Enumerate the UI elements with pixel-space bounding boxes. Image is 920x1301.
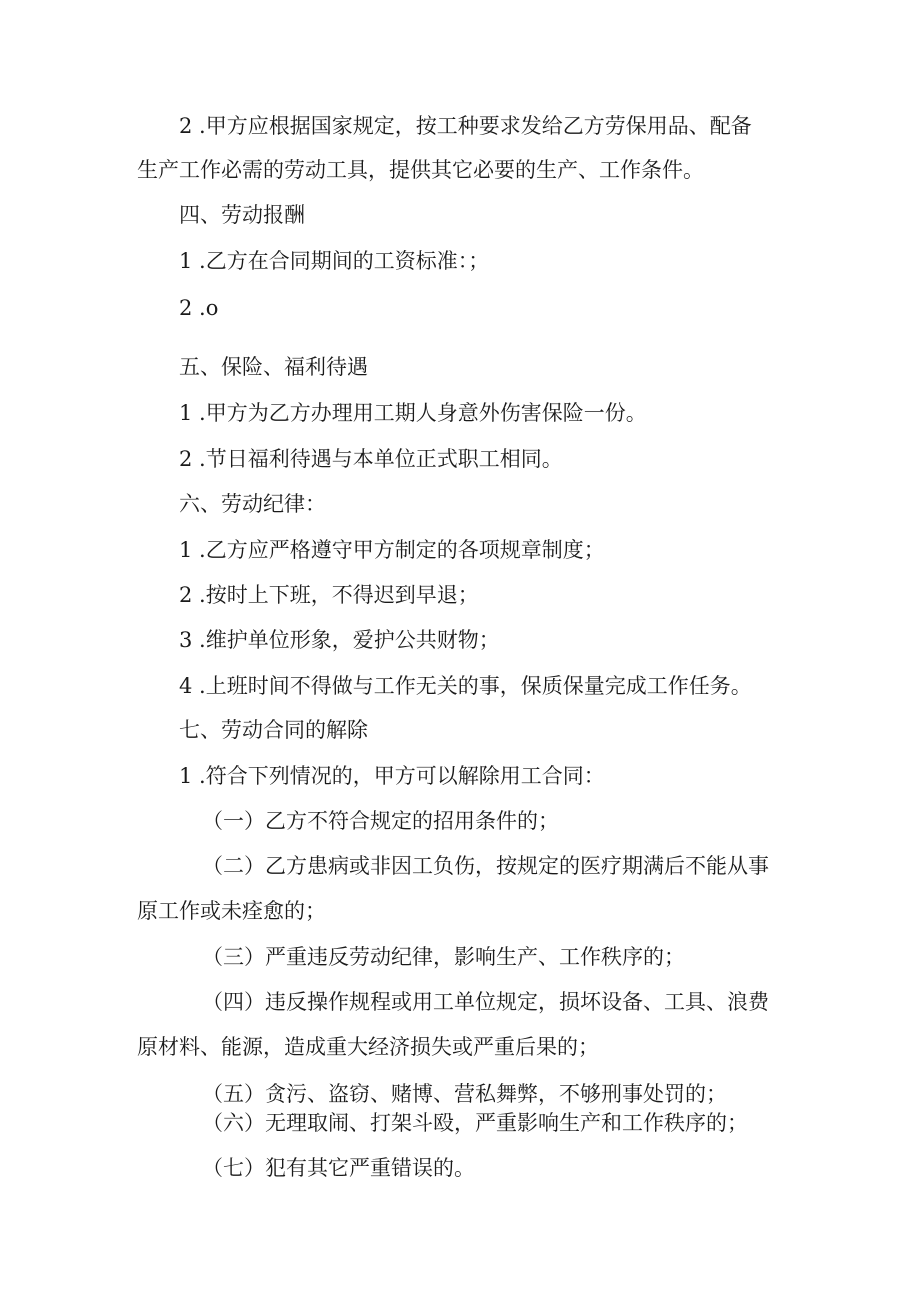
section-heading-termination: 七、劳动合同的解除 (179, 718, 368, 742)
clause-remuneration-1: 1 .乙方在合同期间的工资标准：； (179, 249, 490, 273)
termination-item-4: （四）违反操作规程或用工单位规定，损坏设备、工具、浪费 (202, 990, 769, 1014)
termination-item-6: （六）无理取闹、打架斗殴，严重影响生产和工作秩序的； (202, 1111, 748, 1135)
clause-discipline-4: 4 .上班时间不得做与工作无关的事，保质保量完成工作任务。 (179, 674, 752, 698)
clause-discipline-2: 2 .按时上下班，不得迟到早退； (179, 583, 479, 607)
termination-item-2-cont: 原工作或未痊愈的； (137, 899, 326, 923)
clause-insurance-2: 2 .节日福利待遇与本单位正式职工相同。 (179, 447, 563, 471)
termination-item-1: （一）乙方不符合规定的招用条件的； (202, 809, 559, 833)
clause-insurance-1: 1 .甲方为乙方办理用工期人身意外伤害保险一份。 (179, 401, 647, 425)
clause-remuneration-2: 2 .o (179, 296, 219, 320)
section-heading-discipline: 六、劳动纪律： (179, 492, 326, 516)
termination-item-2: （二）乙方患病或非因工负伤，按规定的医疗期满后不能从事 (202, 854, 769, 878)
clause-termination-1: 1 .符合下列情况的，甲方可以解除用工合同： (179, 764, 605, 788)
section-heading-insurance: 五、保险、福利待遇 (179, 355, 368, 379)
termination-item-4-cont: 原材料、能源，造成重大经济损失或严重后果的； (137, 1035, 599, 1059)
termination-item-7: （七）犯有其它严重错误的。 (202, 1156, 475, 1180)
termination-item-5: （五）贪污、盗窃、赌博、营私舞弊，不够刑事处罚的； (202, 1082, 727, 1106)
clause-2-employer-duty-cont: 生产工作必需的劳动工具，提供其它必要的生产、工作条件。 (137, 158, 704, 182)
clause-discipline-3: 3 .维护单位形象，爱护公共财物； (179, 628, 500, 652)
termination-item-3: （三）严重违反劳动纪律，影响生产、工作秩序的； (202, 945, 685, 969)
clause-discipline-1: 1 .乙方应严格遵守甲方制定的各项规章制度； (179, 538, 605, 562)
section-heading-remuneration: 四、劳动报酬 (179, 203, 305, 227)
clause-2-employer-duty: 2 .甲方应根据国家规定，按工种要求发给乙方劳保用品、配备 (179, 114, 752, 138)
